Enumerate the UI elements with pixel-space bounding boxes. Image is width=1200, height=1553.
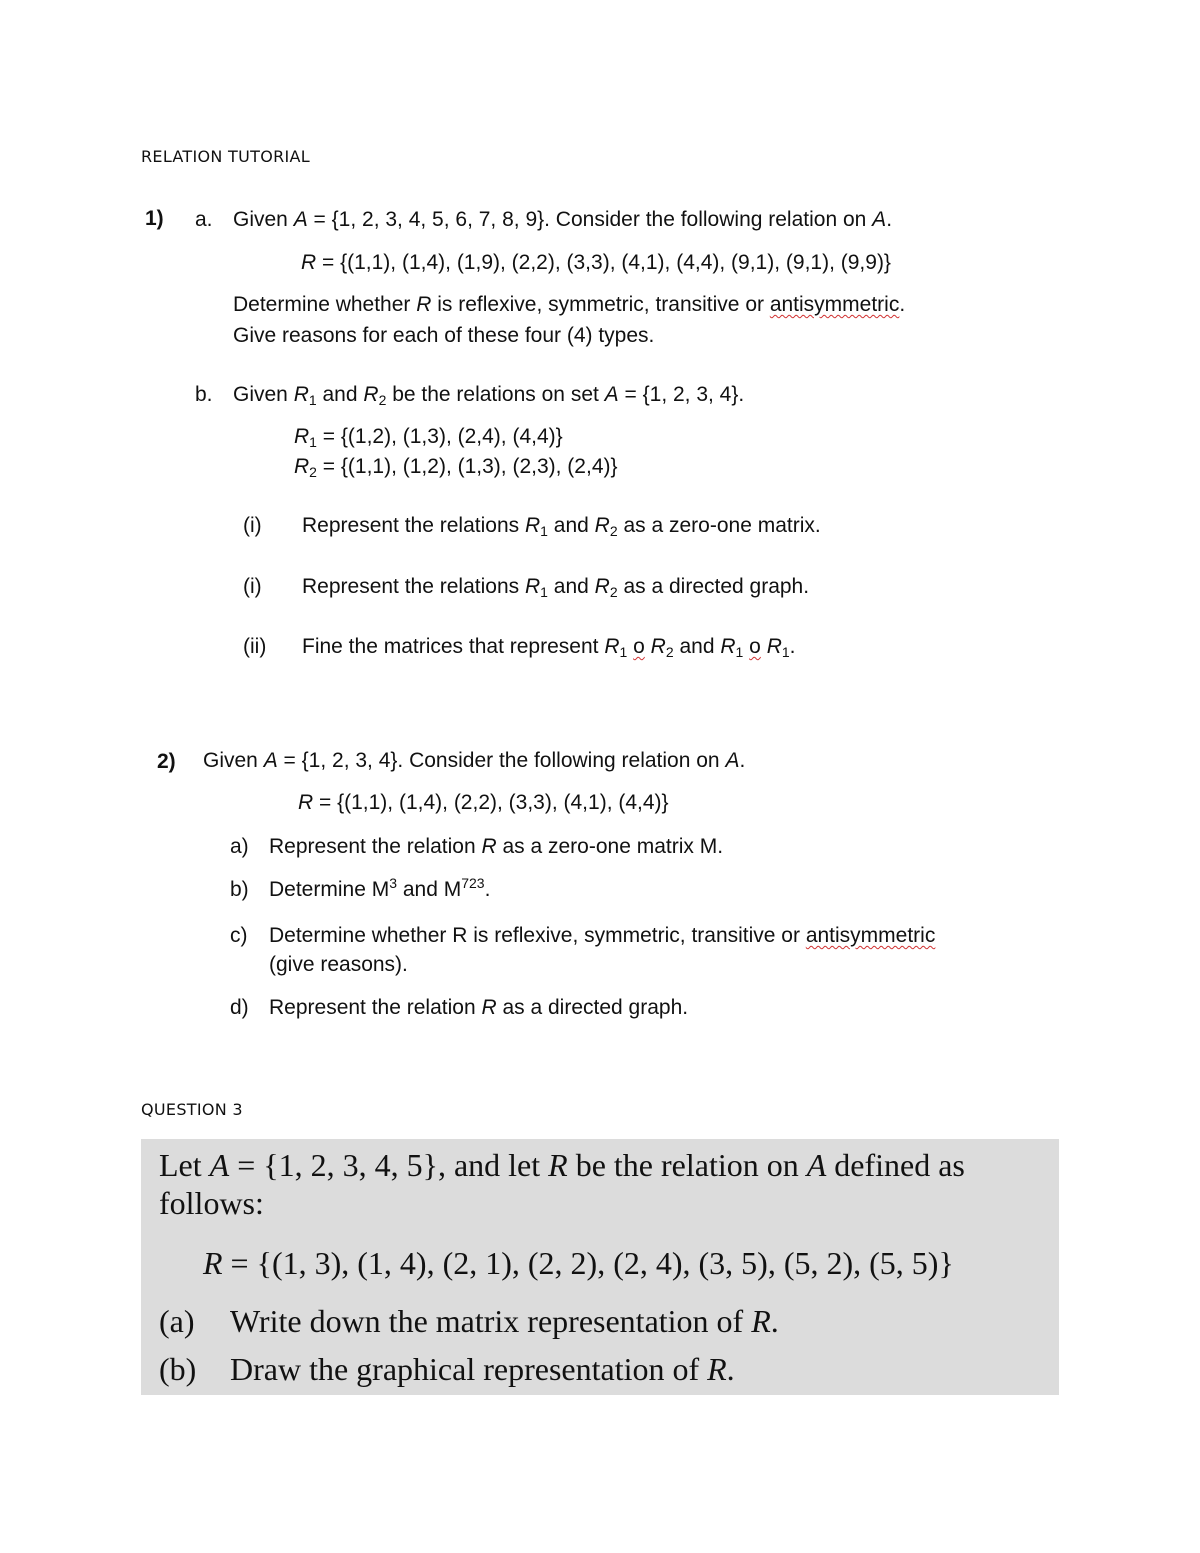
- item3-sub3: 1: [735, 644, 744, 660]
- item2-sub1: 1: [540, 584, 548, 600]
- page-title: RELATION TUTORIAL: [141, 147, 310, 166]
- q2b-end: .: [484, 878, 491, 901]
- q3a-label: (a): [159, 1303, 195, 1339]
- q1a-det-r: R: [416, 293, 432, 316]
- compose-op-2: o: [749, 635, 761, 658]
- q1a-end: .: [886, 208, 893, 231]
- q3-line1-mid2: be the relation on: [567, 1147, 807, 1183]
- q1b-r1: R: [293, 383, 309, 406]
- q2c-text: [269, 925, 935, 946]
- q3b-end: .: [726, 1351, 735, 1387]
- item3-sub4: 1: [781, 644, 790, 660]
- q2d-post: as a directed graph.: [496, 996, 689, 1019]
- q3-var-a: A: [209, 1147, 230, 1183]
- item3-end: .: [789, 635, 796, 658]
- q1b-and: and: [316, 383, 364, 406]
- q2d-text: [269, 997, 688, 1018]
- q2-var-a: A: [263, 749, 278, 772]
- q1a-given-pre: Given: [233, 208, 294, 231]
- item3-and: and: [673, 635, 721, 658]
- q1a-det-end: .: [899, 293, 906, 316]
- item1-sub2: 2: [609, 523, 618, 539]
- r2-sub: 2: [309, 464, 317, 480]
- q2b-pre: Determine M: [269, 878, 390, 901]
- q2-given: [203, 750, 745, 771]
- q2-end: .: [739, 749, 746, 772]
- q2a-post: as a zero-one matrix M.: [496, 835, 724, 858]
- item1-pre: Represent the relations: [302, 514, 525, 537]
- q2b-sup2: 723: [461, 875, 485, 891]
- q1a-var-r: R: [301, 251, 317, 274]
- q2b-mid: and M: [397, 878, 462, 901]
- item1-post: as a zero-one matrix.: [617, 514, 821, 537]
- item1-r2: R: [594, 514, 610, 537]
- q3-relation-set: = {(1, 3), (1, 4), (2, 1), (2, 2), (2, 4), (3, 5), (5, 2), (5, 5)}: [222, 1245, 954, 1281]
- q1a-spellcheck-word: antisymmetric: [769, 293, 900, 316]
- q1b-pre: Given: [233, 383, 294, 406]
- q3b-r: R: [707, 1351, 727, 1387]
- q1b-item-3-label: (ii): [243, 635, 267, 658]
- q1b-set: = {1, 2, 3, 4}.: [618, 383, 745, 406]
- q1a-det-pre: Determine whether: [233, 293, 417, 316]
- q2c-line2: (give reasons).: [269, 953, 408, 976]
- q1b-item-1: [302, 514, 821, 539]
- item3-r3: R: [720, 635, 736, 658]
- q2c-pre: Determine whether R is reflexive, symmetric, transitive or: [269, 924, 806, 947]
- q3a-end: .: [770, 1303, 779, 1339]
- q2a-pre: Represent the relation: [269, 835, 482, 858]
- item1-r1: R: [524, 514, 541, 537]
- q1a-var-a2: A: [872, 208, 887, 231]
- q1a-relation: [301, 252, 891, 273]
- q3a-text: [230, 1305, 779, 1337]
- question-3-title: QUESTION 3: [141, 1100, 243, 1119]
- q3-line2: follows:: [159, 1185, 264, 1221]
- q2-set-text: = {1, 2, 3, 4}. Consider the following relation on: [277, 749, 726, 772]
- q1b-var-a: A: [604, 383, 619, 406]
- item2-post: as a directed graph.: [617, 575, 810, 598]
- item2-r2: R: [594, 575, 610, 598]
- r1-sub: 1: [309, 434, 317, 450]
- q1b-item-2-label: (i): [243, 575, 262, 598]
- item2-pre: Represent the relations: [302, 575, 525, 598]
- q2a-r: R: [481, 835, 497, 858]
- q1a-var-a: A: [293, 208, 308, 231]
- q1a-det-post: is reflexive, symmetric, transitive or: [431, 293, 770, 316]
- q1b-item-1-label: (i): [243, 514, 262, 537]
- q2-relation: [298, 792, 669, 813]
- r2-set: = {(1,1), (1,2), (1,3), (2,3), (2,4)}: [316, 455, 618, 478]
- q3-relation: [203, 1247, 954, 1279]
- q3a-r: R: [751, 1303, 771, 1339]
- item3-pre: Fine the matrices that represent: [302, 635, 605, 658]
- q2-var-r: R: [298, 791, 314, 814]
- q2b-text: [269, 875, 491, 901]
- q1b-given: [233, 383, 745, 408]
- q1a-set-text: = {1, 2, 3, 4, 5, 6, 7, 8, 9}. Consider the following relation on: [307, 208, 873, 231]
- item1-sub1: 1: [540, 523, 548, 539]
- q2d-r: R: [481, 996, 497, 1019]
- q3-line1: [159, 1149, 965, 1181]
- q2d-pre: Represent the relation: [269, 996, 482, 1019]
- q3-var-r: R: [548, 1147, 568, 1183]
- q3-rel-r: R: [203, 1245, 223, 1281]
- q3b-text: [230, 1353, 735, 1385]
- q3-line1-pre: Let: [159, 1147, 210, 1183]
- item1-and: and: [547, 514, 595, 537]
- q2b-sup1: 3: [389, 875, 397, 891]
- r2-symbol: R: [294, 455, 310, 478]
- q1b-r1-definition: [294, 425, 563, 450]
- q1b-sub2: 2: [378, 392, 387, 408]
- q3a-pre: Write down the matrix representation of: [230, 1303, 752, 1339]
- q1b-label: b.: [195, 383, 213, 406]
- q2-var-a2: A: [725, 749, 740, 772]
- item2-sub2: 2: [609, 584, 618, 600]
- q1b-r2-definition: [294, 455, 618, 480]
- q2c-spellcheck-word: antisymmetric: [805, 924, 936, 947]
- q2a-text: [269, 836, 723, 857]
- q2d-label: d): [230, 996, 249, 1019]
- item2-and: and: [547, 575, 595, 598]
- item3-sub1: 1: [619, 644, 628, 660]
- question-2-number: 2): [157, 750, 176, 773]
- r1-set: = {(1,2), (1,3), (2,4), (4,4)}: [316, 425, 563, 448]
- q1b-sub1: 1: [308, 392, 317, 408]
- q1a-label: a.: [195, 208, 213, 231]
- q2-relation-set: = {(1,1), (1,4), (2,2), (3,3), (4,1), (4,4)}: [313, 791, 669, 814]
- q3-line1-end: defined as: [826, 1147, 965, 1183]
- item3-r1: R: [604, 635, 620, 658]
- q1a-reasons: Give reasons for each of these four (4) types.: [233, 324, 655, 347]
- item3-r2: R: [650, 635, 666, 658]
- question-3-box: [141, 1139, 1059, 1395]
- q2-pre: Given: [203, 749, 264, 772]
- q1b-item-2: [302, 575, 810, 600]
- q2c-label: c): [230, 924, 248, 947]
- q1a-relation-set: = {(1,1), (1,4), (1,9), (2,2), (3,3), (4,1), (4,4), (9,1), (9,1), (9,9)}: [316, 251, 891, 274]
- q2a-label: a): [230, 835, 249, 858]
- q1a-given: [233, 209, 892, 230]
- q3b-pre: Draw the graphical representation of: [230, 1351, 708, 1387]
- q1b-post: be the relations on set: [386, 383, 605, 406]
- q2b-label: b): [230, 878, 249, 901]
- q1b-r2: R: [363, 383, 379, 406]
- r1-symbol: R: [294, 425, 310, 448]
- compose-op-1: o: [633, 635, 645, 658]
- item2-r1: R: [524, 575, 541, 598]
- question-1-number: 1): [145, 207, 164, 230]
- q1a-determine: [233, 294, 905, 315]
- item3-sub2: 2: [665, 644, 674, 660]
- q3b-label: (b): [159, 1351, 197, 1387]
- item3-r4: R: [766, 635, 782, 658]
- q3-var-a2: A: [806, 1147, 827, 1183]
- q1b-item-3: [302, 635, 796, 660]
- q3-line1-mid: = {1, 2, 3, 4, 5}, and let: [229, 1147, 549, 1183]
